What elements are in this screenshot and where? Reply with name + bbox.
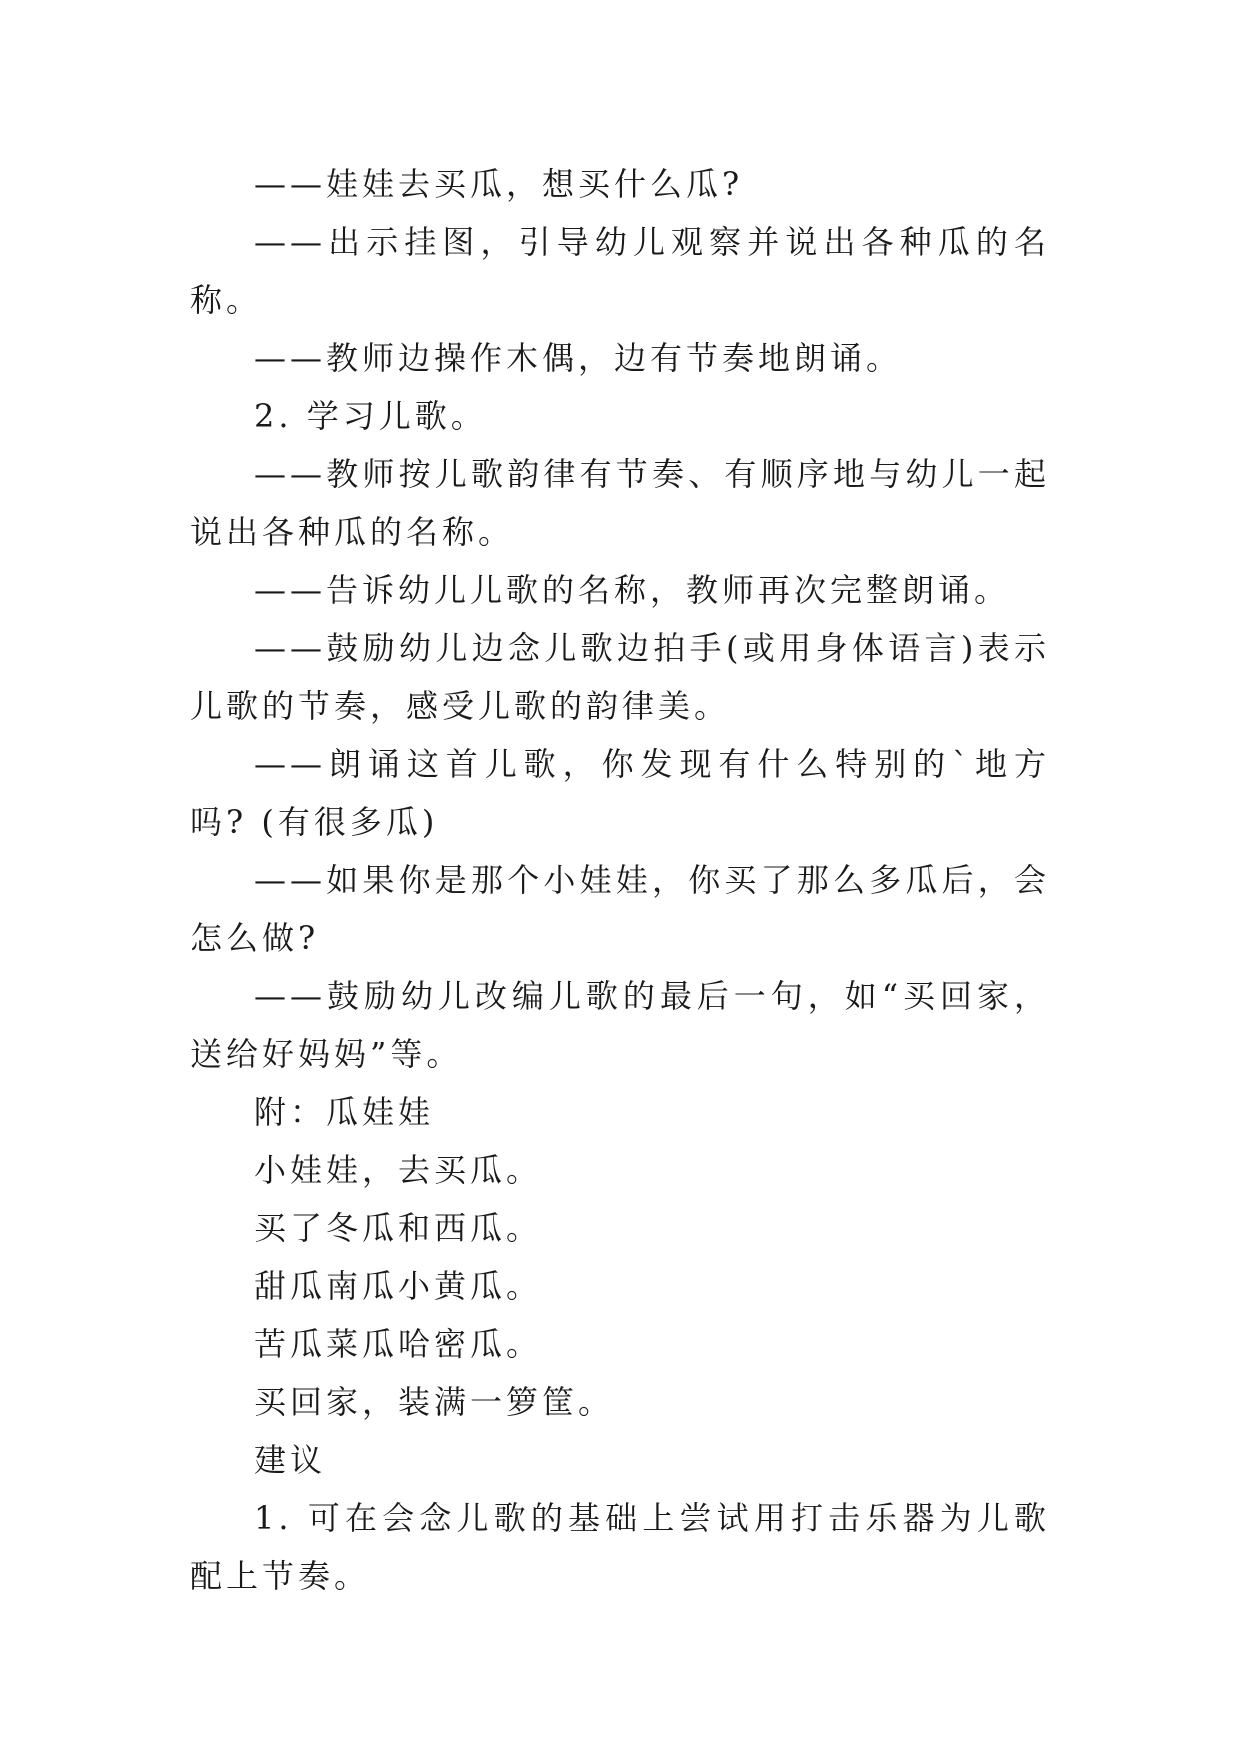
paragraph: ——告诉幼儿儿歌的名称，教师再次完整朗诵。	[254, 571, 1011, 609]
document-body	[190, 155, 1050, 1605]
section-heading: 建议	[254, 1441, 327, 1479]
paragraph: ——朗诵这首儿歌，你发现有什么特别的`地方吗? (有很多瓜)	[190, 745, 1050, 841]
paragraph: ——娃娃去买瓜，想买什么瓜?	[254, 165, 744, 203]
poem-line: 甜瓜南瓜小黄瓜。	[254, 1267, 543, 1305]
paragraph: ——教师边操作木偶，边有节奏地朗诵。	[254, 339, 903, 377]
paragraph: ——出示挂图，引导幼儿观察并说出各种瓜的名称。	[190, 223, 1050, 319]
poem-line: 苦瓜菜瓜哈密瓜。	[254, 1325, 543, 1363]
section-heading: 2. 学习儿歌。	[254, 397, 487, 435]
paragraph: ——鼓励幼儿边念儿歌边拍手(或用身体语言)表示儿歌的节奏，感受儿歌的韵律美。	[190, 629, 1050, 725]
poem-line: 小娃娃，去买瓜。	[254, 1151, 543, 1189]
poem-line: 买回家，装满一箩筐。	[254, 1383, 615, 1421]
paragraph: ——如果你是那个小娃娃，你买了那么多瓜后，会怎么做?	[190, 861, 1050, 957]
paragraph: ——鼓励幼儿改编儿歌的最后一句，如“买回家，送给好妈妈”等。	[190, 977, 1050, 1073]
poem-title: 附：瓜娃娃	[254, 1093, 435, 1131]
poem-line: 买了冬瓜和西瓜。	[254, 1209, 543, 1247]
paragraph: ——教师按儿歌韵律有节奏、有顺序地与幼儿一起说出各种瓜的名称。	[190, 455, 1050, 551]
paragraph: 1. 可在会念儿歌的基础上尝试用打击乐器为儿歌配上节奏。	[190, 1499, 1050, 1595]
